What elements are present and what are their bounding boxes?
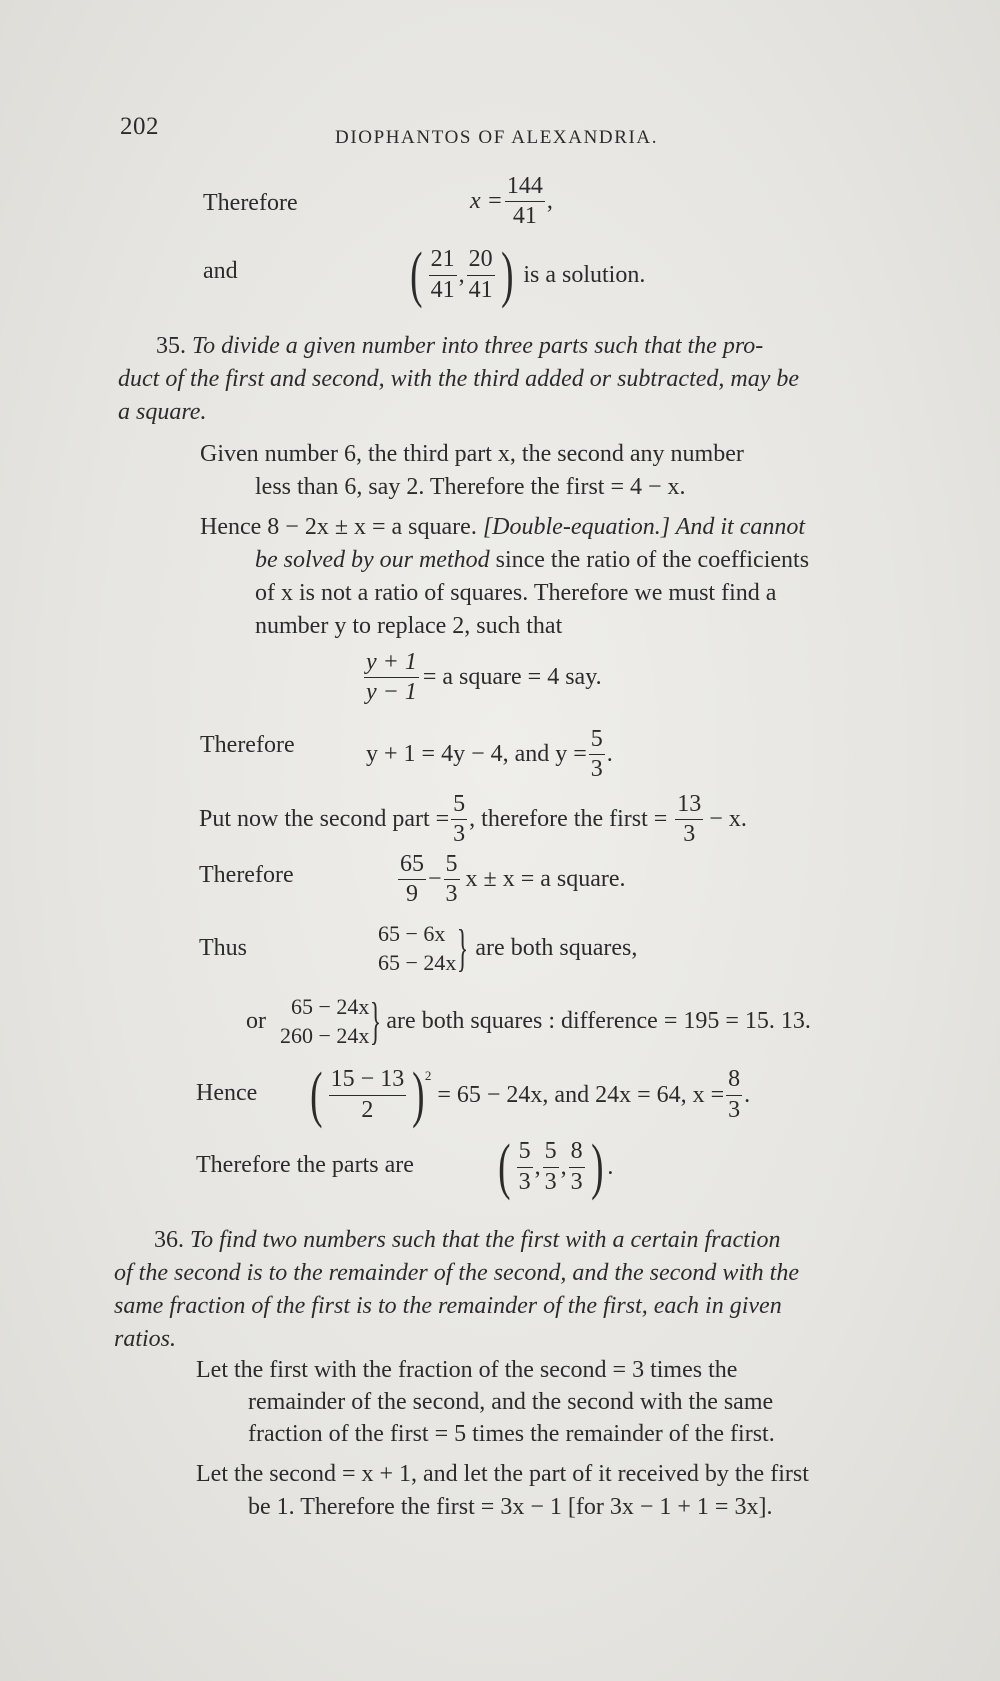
right-brace: } [457, 919, 469, 977]
text-segment: be solved by our method [255, 547, 490, 573]
eq-rest: x ± x = a square. [465, 866, 626, 893]
fraction [543, 1139, 559, 1194]
left-paren: ( [410, 241, 423, 309]
paragraph-let-second [196, 1458, 916, 1524]
stack-line: 65 − 6x [378, 921, 446, 946]
fraction-den: y − 1 [366, 679, 417, 706]
text-segment: [Double-equation.] [482, 514, 671, 540]
separator: , [560, 1153, 567, 1180]
text-segment: Put now the second part = [199, 806, 450, 833]
right-paren: ) [590, 1133, 604, 1201]
problem-35-statement [118, 330, 918, 429]
text-line: be 1. Therefore the first = 3x − 1 [for 3x − 1 + 1 = 3x]. [248, 1494, 773, 1520]
stack-note: are both squares : difference = 195 = 15. 13. [386, 1008, 811, 1035]
fraction-num: 15 − 13 [329, 1067, 407, 1095]
fraction-num: 8 [726, 1067, 742, 1095]
equation-x-144-41 [470, 174, 553, 229]
equation-y [366, 727, 613, 782]
fraction-den: 9 [406, 881, 418, 908]
fraction-den: 3 [544, 1168, 557, 1195]
equation-stack [280, 993, 369, 1050]
paragraph-given-number [200, 438, 920, 504]
period: . [744, 1081, 751, 1108]
minus-sign: − [428, 866, 442, 893]
separator: , [534, 1153, 541, 1180]
fraction-den: 3 [570, 1168, 583, 1195]
fraction [429, 247, 457, 302]
label-therefore-1: Therefore [203, 190, 298, 216]
fraction-den: 3 [728, 1096, 741, 1123]
statement-line: same fraction of the first is to the remainder of the first, each in given [114, 1293, 782, 1319]
page-number: 202 [120, 113, 159, 140]
stack-line: 260 − 24x [280, 1022, 370, 1048]
fraction-num: 21 [429, 247, 457, 275]
paragraph-let-first [196, 1354, 916, 1450]
text-segment: since the ratio of the coefficients [489, 547, 810, 573]
period: . [606, 741, 613, 768]
eq-text: y + 1 = 4y − 4, and y = [366, 741, 587, 768]
fraction-den: 3 [590, 756, 603, 783]
fraction-den: 3 [683, 821, 696, 848]
fraction-num: 5 [589, 727, 605, 755]
left-paren: ( [498, 1133, 511, 1201]
system-or [280, 993, 811, 1050]
problem-number: 36. [154, 1227, 184, 1253]
paragraph-double-equation [200, 511, 920, 643]
parts-triple [494, 1133, 614, 1201]
fraction [517, 1139, 533, 1194]
right-paren: ) [500, 241, 514, 309]
fraction-den: 3 [453, 821, 466, 848]
text-line: fraction of the first = 5 times the remainder of the first. [248, 1421, 775, 1447]
equation-ratio-square [362, 650, 602, 705]
fraction [451, 792, 467, 847]
label-hence: Hence [196, 1080, 258, 1106]
statement-line: a square. [118, 399, 207, 425]
label-therefore-parts: Therefore the parts are [196, 1152, 414, 1178]
fraction [444, 852, 460, 907]
fraction [726, 1067, 742, 1122]
fraction [398, 852, 426, 907]
fraction [329, 1067, 407, 1122]
text-segment: , therefore the first = [469, 806, 668, 833]
equation-65-9 [396, 852, 626, 907]
equation-stack [378, 920, 456, 977]
text-segment: − x. [709, 806, 747, 833]
label-therefore-2: Therefore [200, 732, 295, 758]
right-paren: ) [412, 1061, 425, 1129]
period: . [607, 1153, 614, 1180]
exponent: 2 [424, 1068, 432, 1083]
line-second-part [199, 792, 747, 847]
solution-text: is a solution. [523, 261, 646, 288]
text-line: remainder of the second, and the second with the same [248, 1389, 774, 1415]
label-or: or [246, 1008, 266, 1034]
fraction-num: 65 [398, 852, 426, 880]
eq-lhs: x = [470, 188, 503, 215]
fraction-den: 3 [445, 881, 458, 908]
fraction-num: y + 1 [364, 650, 419, 678]
fraction-num: 5 [444, 852, 460, 880]
text-line: of x is not a ratio of squares. Therefore we must find a [255, 580, 777, 606]
statement-line: of the second is to the remainder of the second, and the second with the [114, 1260, 799, 1286]
fraction-den: 3 [518, 1168, 531, 1195]
fraction [569, 1139, 585, 1194]
statement-line: To find two numbers such that the first with a certain fraction [190, 1227, 781, 1253]
text-line: Let the first with the fraction of the second = 3 times the [196, 1357, 738, 1383]
statement-line: To divide a given number into three parts such that the pro- [192, 333, 764, 359]
fraction-num: 5 [451, 792, 467, 820]
text-segment: Hence 8 − 2x ± x = a square. [200, 514, 483, 540]
system-thus [378, 920, 637, 977]
fraction-num: 20 [467, 247, 495, 275]
fraction-num: 13 [675, 792, 703, 820]
label-and: and [203, 258, 238, 284]
fraction [467, 247, 495, 302]
text-line: Let the second = x + 1, and let the part of it received by the first [196, 1461, 809, 1487]
comma: , [546, 188, 553, 215]
statement-line: ratios. [114, 1326, 177, 1352]
fraction [589, 727, 605, 782]
equation-hence [306, 1061, 751, 1129]
label-therefore-3: Therefore [199, 862, 294, 888]
label-thus: Thus [199, 935, 247, 961]
solution-pair [406, 241, 646, 309]
separator: , [458, 261, 465, 288]
fraction [505, 174, 545, 229]
fraction-num: 144 [505, 174, 545, 202]
fraction-den: 41 [468, 276, 493, 303]
left-paren: ( [310, 1061, 323, 1129]
stack-note: are both squares, [475, 935, 638, 962]
eq-rest: = a square = 4 say. [422, 664, 602, 691]
fraction-den: 41 [430, 276, 455, 303]
stack-line: 65 − 24x [378, 949, 457, 975]
statement-line: duct of the first and second, with the third added or subtracted, may be [118, 366, 800, 392]
text-line: less than 6, say 2. Therefore the first = 4 − x. [255, 474, 686, 500]
text-segment: And it cannot [670, 514, 806, 540]
text-line: Given number 6, the third part x, the second any number [200, 441, 744, 467]
text-line: number y to replace 2, such that [255, 613, 563, 639]
fraction-num: 5 [543, 1139, 559, 1167]
running-title: DIOPHANTOS OF ALEXANDRIA. [335, 127, 659, 148]
fraction-num: 8 [569, 1139, 585, 1167]
right-brace: } [370, 992, 382, 1050]
fraction [364, 650, 419, 705]
fraction [675, 792, 703, 847]
fraction-num: 5 [517, 1139, 533, 1167]
fraction-den: 41 [512, 203, 537, 230]
stack-line: 65 − 24x [291, 994, 370, 1019]
eq-rest: = 65 − 24x, and 24x = 64, x = [437, 1081, 725, 1108]
problem-36-statement [114, 1224, 924, 1356]
fraction-den: 2 [361, 1096, 374, 1123]
problem-number: 35. [156, 333, 186, 359]
